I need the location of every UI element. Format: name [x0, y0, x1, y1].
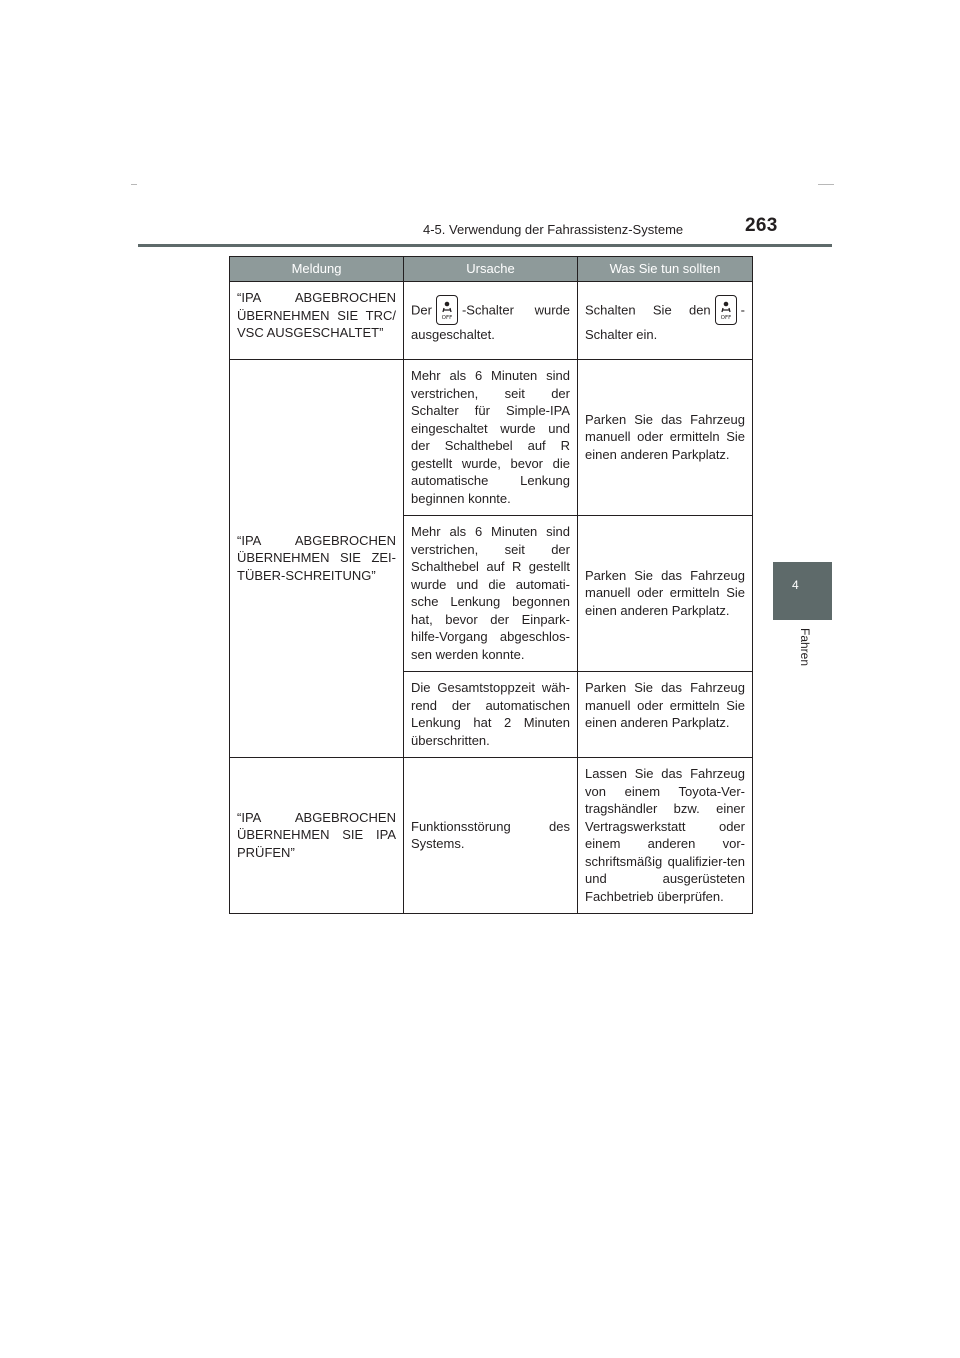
vsc-off-switch-icon: [436, 295, 458, 325]
svg-text:OFF: OFF: [720, 315, 731, 322]
column-header-meldung: Meldung: [230, 257, 404, 282]
ursache-text-before: Der: [411, 302, 432, 318]
header-rule: [138, 244, 832, 247]
aktion-cell: Parken Sie das Fahrzeug manuell oder ermitteln Sie einen anderen Parkplatz.: [578, 360, 753, 516]
ursache-cell: Mehr als 6 Minuten sind verstrichen, seit der Schalter für Simple-IPA eingeschaltet wurde und der Schalthebel auf R gestellt wurde, bevor die automatische Lenkung beginnen konnte.: [404, 360, 578, 516]
section-title: 4-5. Verwendung der Fahrassistenz-Systeme: [423, 222, 684, 237]
aktion-text-after: - Schalter ein.: [585, 302, 745, 343]
column-header-ursache: Ursache: [404, 257, 578, 282]
chapter-number: 4: [792, 578, 799, 592]
message-table: [229, 256, 753, 914]
vsc-off-switch-icon: [715, 295, 737, 325]
column-header-aktion: Was Sie tun sollten: [578, 257, 753, 282]
aktion-cell: Parken Sie das Fahrzeug manuell oder ermitteln Sie einen anderen Parkplatz.: [578, 672, 753, 758]
ursache-cell: [404, 282, 578, 360]
meldung-cell: “IPA ABGEBROCHEN ÜBERNEHMEN SIE ZEI-TÜBER-SCHREITUNG”: [230, 360, 404, 758]
aktion-cell: Lassen Sie das Fahrzeug von einem Toyota-Ver-tragshändler bzw. einer Vertragswerkstatt oder einem anderen vor-schriftsmäßig qualifizier-ten und ausgerüsteten Fachbetrieb überprüfen.: [578, 758, 753, 914]
meldung-cell: “IPA ABGEBROCHEN ÜBERNEHMEN SIE TRC/ VSC AUSGESCHALTET”: [230, 282, 404, 360]
ursache-cell: Funktionsstörung des Systems.: [404, 758, 578, 914]
chapter-label: Fahren: [798, 628, 812, 667]
aktion-text-before: Schalten Sie den: [585, 302, 711, 318]
page-number: 263: [745, 215, 778, 236]
svg-text:OFF: OFF: [441, 315, 453, 322]
table-header-row: [230, 257, 753, 282]
crop-mark-right: [818, 184, 834, 185]
ursache-text: [411, 296, 570, 344]
aktion-cell: Parken Sie das Fahrzeug manuell oder ermitteln Sie einen anderen Parkplatz.: [578, 516, 753, 672]
crop-mark-left: [131, 184, 137, 185]
table-row: [230, 758, 753, 914]
chapter-tab: [773, 562, 832, 620]
page-header: [138, 212, 832, 248]
table-row: [230, 282, 753, 360]
table-row: [230, 360, 753, 516]
aktion-cell: [578, 282, 753, 360]
ursache-cell: Mehr als 6 Minuten sind verstrichen, seit der Schalthebel auf R gestellt wurde und die automati-sche Lenkung begonnen hat, bevor der Einpark-hilfe-Vorgang abgeschlos-sen werden konnte.: [404, 516, 578, 672]
ursache-text-after: -Schalter wurde ausgeschaltet.: [411, 302, 570, 343]
aktion-text: [585, 296, 745, 344]
meldung-cell: “IPA ABGEBROCHEN ÜBERNEHMEN SIE IPA PRÜFEN”: [230, 758, 404, 914]
ursache-cell: Die Gesamtstoppzeit wäh-rend der automatischen Lenkung hat 2 Minuten überschritten.: [404, 672, 578, 758]
